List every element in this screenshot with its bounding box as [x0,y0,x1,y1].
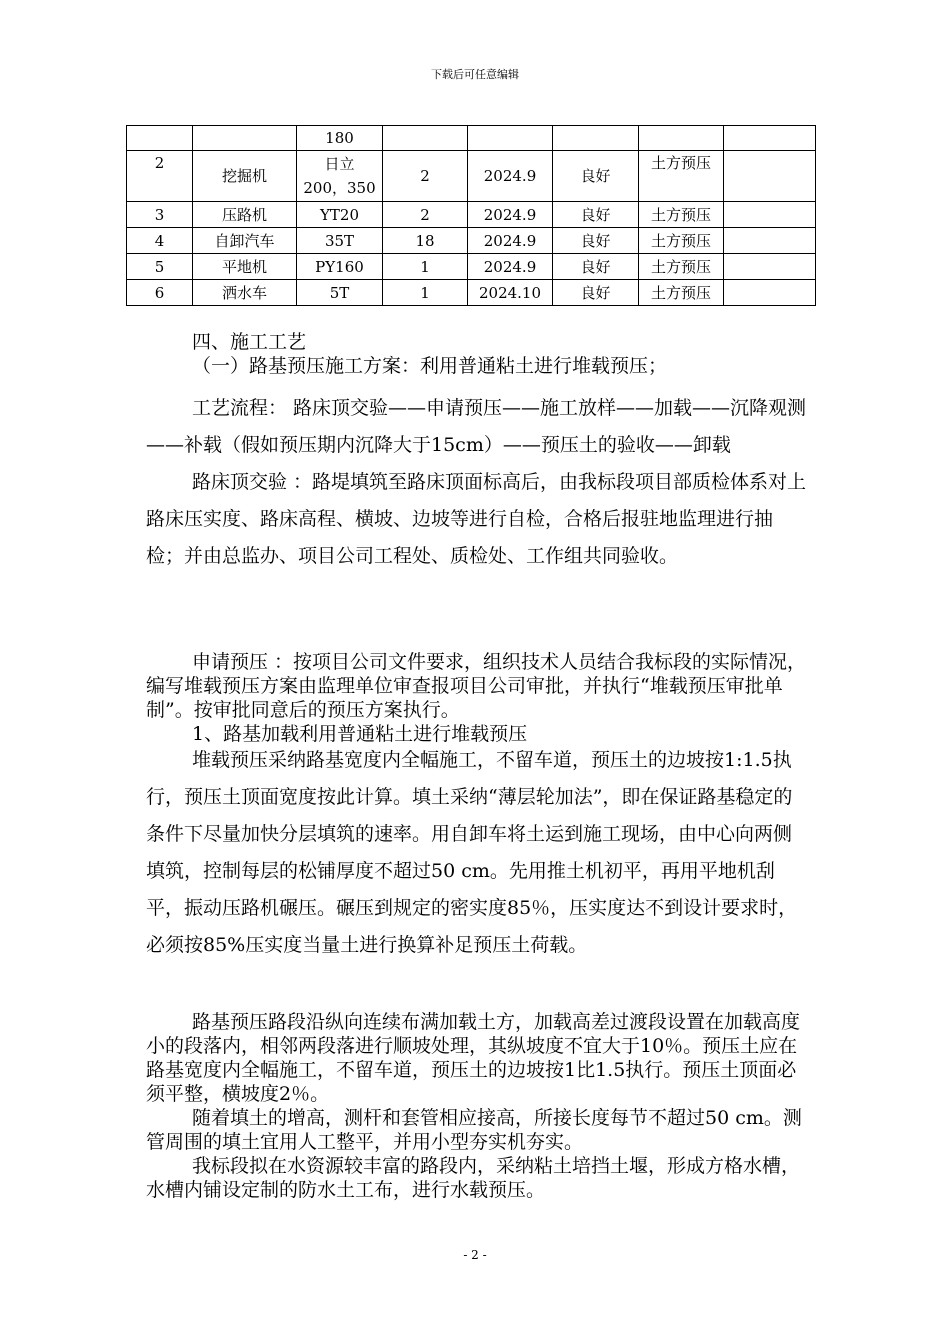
table-cell: PY160 [297,254,383,280]
table-cell: 挖掘机 [193,151,297,202]
table-cell: 5T [297,280,383,306]
table-cell: 良好 [553,280,639,306]
table-cell: 土方预压 [639,202,724,228]
table-cell [553,126,639,151]
table-cell [724,254,816,280]
table-cell [193,126,297,151]
process-flow-paragraph: 工艺流程： 路床顶交验——申请预压——施工放样——加载——沉降观测——补载（假如预压期内沉降大于15cm）——预压土的验收——卸载 [146,397,807,456]
table-cell: 18 [383,228,468,254]
table-cell: 平地机 [193,254,297,280]
table-cell: 180 [297,126,383,151]
table-cell [724,228,816,254]
table-row [127,202,816,228]
paragraph-roadbed-inspection: 路床顶交验 ：路堤填筑至路床顶面标高后，由我标段项目部质检体系对上路床压实度、路床高程、横坡、边坡等进行自检，合格后报驻地监理进行抽检；并由总监办、项目公司工程处、质检处、工作组共同验收。 [146,471,807,567]
table-cell: 35T [297,228,383,254]
table-cell: 6 [127,280,193,306]
table-row [127,151,816,202]
table-cell [127,126,193,151]
paragraph-water-preload: 我标段拟在水资源较丰富的路段内，采纳粘土培挡土堰，形成方格水槽，水槽内铺设定制的防水土工布，进行水载预压。 [146,1155,801,1201]
table-cell: 良好 [553,254,639,280]
table-cell: 2 [127,151,193,202]
paragraph-measuring-rod: 随着填土的增高，测杆和套管相应接高，所接长度每节不超过50 cm。测管周围的填土宜用人工整平，并用小型夯实机夯实。 [146,1107,802,1153]
table-cell: 2024.9 [468,228,553,254]
table-cell [724,126,816,151]
table-cell: 3 [127,202,193,228]
table-cell: 2024.10 [468,280,553,306]
table-cell [724,151,816,202]
paragraph-surcharge-preload: 堆载预压采纳路基宽度内全幅施工，不留车道，预压土的边坡按1:1.5执行，预压土顶面宽度按此计算。填土采纳“薄层轮加法”，即在保证路基稳定的条件下尽量加快分层填筑的速率。用自卸车将土运到施工现场，由中心向两侧填筑，控制每层的松铺厚度不超过50 cm。先用推土机初平，再用平地机刮平，振动压路机碾压。碾压到规定的密实度85％，压实度达不到设计要求时，必须按85%压实度当量土进行换算补足预压土荷载。 [146,749,798,956]
table-cell [724,202,816,228]
table-cell: 2024.9 [468,151,553,202]
table-cell: 5 [127,254,193,280]
table-cell [724,280,816,306]
table-cell: 良好 [553,202,639,228]
table-cell: 2024.9 [468,254,553,280]
table-cell: 土方预压 [639,254,724,280]
table-cell: 自卸汽车 [193,228,297,254]
table-cell: 2 [383,151,468,202]
table-cell: 土方预压 [639,228,724,254]
table-cell: 良好 [553,228,639,254]
paragraph-preload-application: 申请预压 ：按项目公司文件要求，组织技术人员结合我标段的实际情况，编写堆载预压方案由监理单位审查报项目公司审批，并执行“堆载预压审批单制”。按审批同意后的预压方案执行。 [146,651,807,721]
table-cell: 1 [383,280,468,306]
table-cell [468,126,553,151]
table-cell: 2 [383,202,468,228]
section-heading-4: 四、施工工艺 [192,331,307,353]
table-cell: 土方预压 [639,151,724,202]
flow-block [146,390,810,575]
table-row [127,126,816,151]
page-header: 下载后可任意编辑 [431,68,519,81]
subsection-heading-1: （一）路基预压施工方案：利用普通粘土进行堆载预压； [192,355,668,377]
table-cell [383,126,468,151]
table-row [127,254,816,280]
table-cell: 2024.9 [468,202,553,228]
equipment-table [126,125,816,306]
closing-paragraphs-block [146,1010,810,1202]
table-row [127,280,816,306]
preload-application-block [146,650,810,746]
table-cell: 土方预压 [639,280,724,306]
table-cell: 4 [127,228,193,254]
table-cell: 1 [383,254,468,280]
table-cell: 洒水车 [193,280,297,306]
surcharge-block [146,742,810,964]
table-cell: 良好 [553,151,639,202]
table-cell [639,126,724,151]
list-item-1: 1、路基加载利用普通粘土进行堆载预压 [192,723,528,745]
page-number: - 2 - [463,1248,487,1262]
table-cell: 日立 200，350 [297,151,383,202]
table-row [127,228,816,254]
section-heading-block [146,330,810,378]
paragraph-section-loading: 路基预压路段沿纵向连续布满加载土方，加载高差过渡段设置在加载高度小的段落内，相邻两段落进行顺坡处理，其纵坡度不宜大于10％。预压土应在路基宽度内全幅施工，不留车道，预压土的边坡按1比1.5执行。预压土顶面必须平整，横坡度2％。 [146,1011,801,1105]
table-cell: 压路机 [193,202,297,228]
table-cell: YT20 [297,202,383,228]
